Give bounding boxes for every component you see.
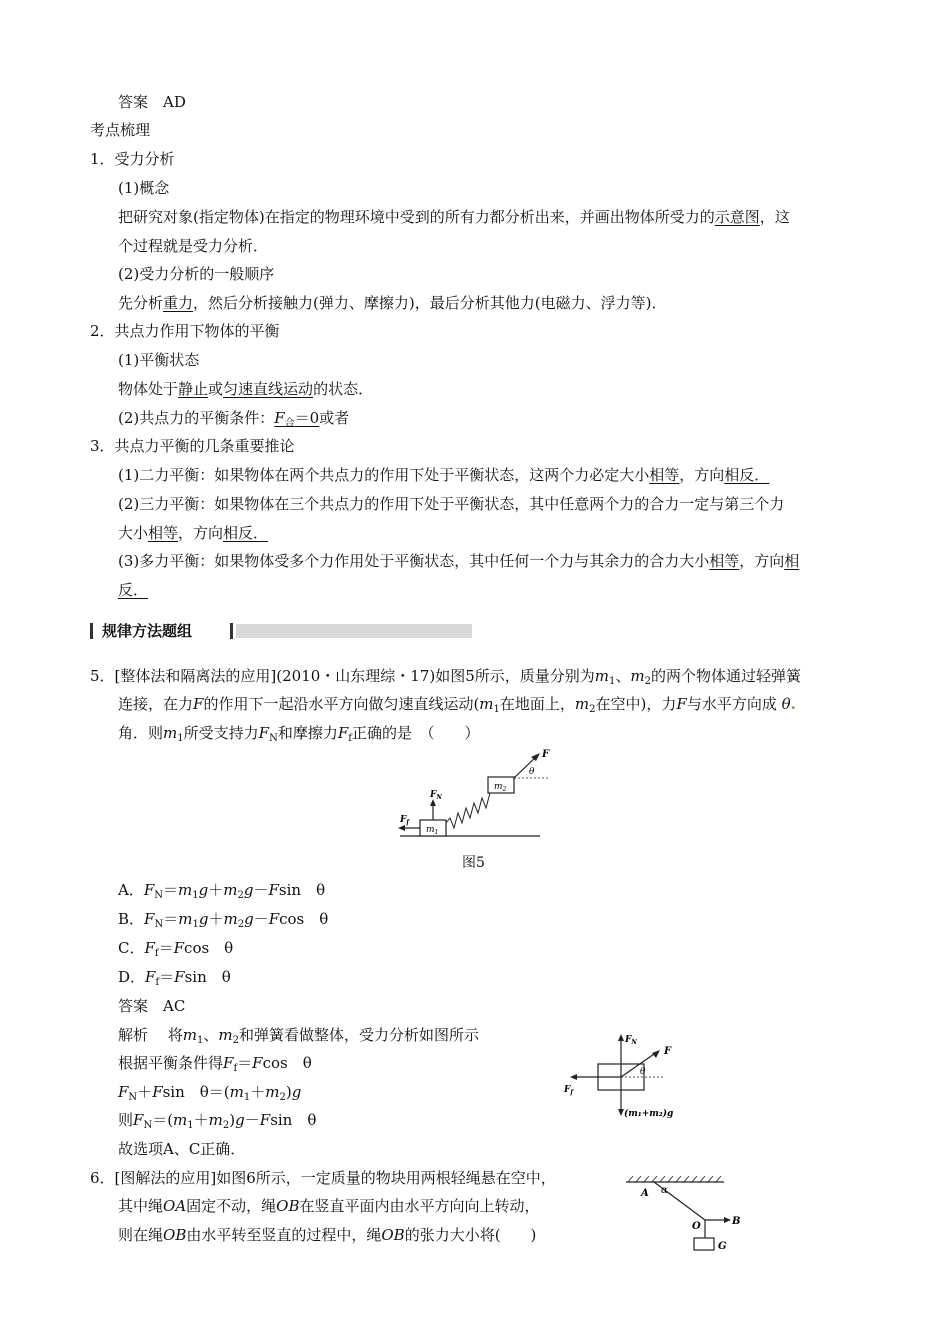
s1-p1-line1: 把研究对象(指定物体)在指定的物理环境中受到的所有力都分析出来，并画出物体所受力的示意图，这 — [118, 208, 790, 226]
fig6-A-label: A — [641, 1188, 649, 1199]
fig5-arrowhead-FN — [430, 799, 436, 806]
s1-p1-line2: 个过程就是受力分析． — [118, 237, 269, 255]
figure-5-caption: 图5 — [462, 855, 485, 871]
fig5-FN-label: $F_N$ — [430, 790, 442, 801]
answer-ac: 答案 AC — [118, 997, 186, 1015]
fbd-Ff-arrowhead — [570, 1074, 577, 1080]
option-b: B．$F_N=m_1g+m_2g-Fcos$ θ — [118, 910, 329, 930]
s1-p2-line: 先分析重力，然后分析接触力(弹力、摩擦力)，最后分析其他力(电磁力、浮力等)． — [118, 294, 667, 312]
fig6-arrowhead-B — [724, 1217, 731, 1223]
q5-line3: 角．则$m_1$所受支持力$F_N$和摩擦力$F_f$正确的是 （ ） — [118, 724, 480, 744]
fig5-Ff-label: $F_f$ — [400, 815, 409, 826]
fig6-ceiling-hatch — [628, 1176, 721, 1182]
underline-gravity: 重力 — [163, 294, 194, 312]
figure-5 — [390, 745, 550, 845]
fig5-m2-label: $m_2$ — [494, 782, 507, 793]
s3-title: 3．共点力平衡的几条重要推论 — [90, 437, 295, 455]
q6-line1: 6．[图解法的应用]如图6所示，一定质量的物块用两根轻绳悬在空中， — [90, 1169, 556, 1187]
s3-r2-line2: 大小相等，方向相反． — [118, 524, 269, 542]
option-a: A．$F_N=m_1g+m_2g-Fsin$ θ — [118, 881, 326, 901]
fig5-spring — [446, 790, 494, 828]
s3-r3-line1: (3)多力平衡：如果物体受多个力作用处于平衡状态，其中任何一个力与其余力的合力大小相等，方向相 — [118, 552, 800, 570]
s2-p1-title: (1)平衡状态 — [118, 351, 200, 369]
fbd-FN-label: $F_N$ — [625, 1035, 637, 1046]
fig6-O-label: O — [692, 1221, 701, 1232]
header-bar-left — [90, 623, 93, 639]
underline-static: 静止 — [178, 380, 209, 398]
fig5-arrowhead-Ff — [398, 825, 405, 831]
s3-r3-line2: 反． — [118, 581, 149, 599]
fig6-block — [694, 1238, 714, 1250]
fig6-alpha-label: α — [661, 1185, 668, 1196]
s2-title: 2．共点力作用下物体的平衡 — [90, 322, 280, 340]
option-d: D．$F_f=Fsin$ θ — [118, 968, 231, 988]
q5-line1: 5．[整体法和隔离法的应用](2010・山东理综・17)如图5所示，质量分别为$m_1$、$m_2$的两个物体通过轻弹簧 — [90, 667, 802, 687]
fbd-Ff-label: $F_f$ — [564, 1085, 573, 1096]
fbd-weight-label: (m₁+m₂)g — [624, 1109, 674, 1119]
kaodian-heading: 考点梳理 — [90, 121, 151, 139]
explain-line2: 根据平衡条件得$F_f=Fcos$ θ — [118, 1054, 312, 1074]
figure-free-body — [560, 1030, 700, 1125]
fig6-B-label: B — [732, 1216, 740, 1227]
header-gray-band — [236, 624, 472, 638]
s2-p1-line: 物体处于静止或匀速直线运动的状态． — [118, 380, 374, 398]
s1-p1-title: (1)概念 — [118, 179, 170, 197]
q6-line2: 其中绳OA固定不动，绳OB在竖直平面内由水平方向向上转动， — [118, 1197, 540, 1215]
header-bar-right — [230, 623, 233, 639]
section-header-text: 规律方法题组 — [102, 622, 193, 640]
explain-line1: 解析 将$m_1$、$m_2$和弹簧看做整体，受力分析如图所示 — [118, 1026, 480, 1046]
explain-line5: 故选项A、C正确． — [118, 1140, 246, 1158]
fbd-FN-arrowhead — [618, 1034, 624, 1041]
s3-r2-line1: (2)三力平衡：如果物体在三个共点力的作用下处于平衡状态，其中任意两个力的合力一定与第三个力 — [118, 495, 785, 513]
fig5-F-label: F — [542, 749, 550, 760]
fbd-F-arrowhead — [652, 1050, 660, 1058]
option-c: C．$F_f=Fcos$ θ — [118, 939, 234, 959]
q6-line3: 则在绳OB由水平转至竖直的过程中，绳OB的张力大小将( ) — [118, 1226, 537, 1244]
underline-diagram: 示意图 — [714, 208, 760, 226]
s1-p2-title: (2)受力分析的一般顺序 — [118, 265, 275, 283]
answer-ad: 答案 AD — [118, 93, 186, 111]
fbd-F-label: F — [664, 1046, 672, 1057]
underline-uniform-motion: 匀速直线运动 — [223, 380, 314, 398]
s3-r1: (1)二力平衡：如果物体在两个共点力的作用下处于平衡状态，这两个力必定大小相等，方向相反． — [118, 466, 770, 484]
underline-equilibrium: $F_合=0$ — [274, 409, 320, 429]
s2-p2-line: (2)共点力的平衡条件：$F_合=0$或者 — [118, 409, 350, 429]
fig6-G-label: G — [718, 1241, 727, 1252]
explain-line4: 则$F_N=(m_1+m_2)g-Fsin$ θ — [118, 1111, 317, 1131]
fbd-theta-label: θ — [640, 1067, 646, 1077]
explain-line3: $F_N+Fsin$ $\theta=(m_1+m_2)g$ — [118, 1083, 302, 1103]
s1-title: 1．受力分析 — [90, 150, 175, 168]
figure-6 — [620, 1172, 740, 1254]
q5-line2: 连接，在力F的作用下一起沿水平方向做匀速直线运动($m_1$在地面上，$m_2$在空中)，力F与水平方向成 θ. — [118, 695, 796, 715]
fig5-theta-label: θ — [529, 767, 535, 777]
section-header — [90, 622, 472, 640]
fig5-m1-label: $m_1$ — [426, 825, 439, 836]
